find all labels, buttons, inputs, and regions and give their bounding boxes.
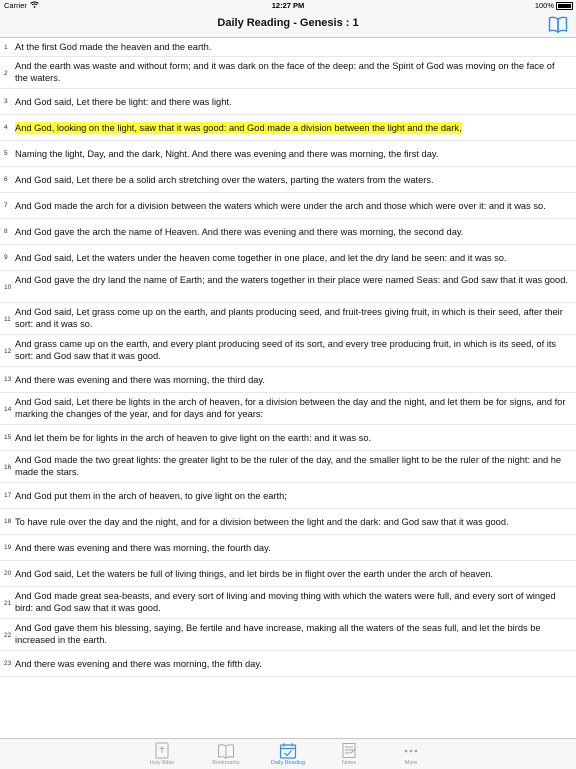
verse-row[interactable] (0, 367, 576, 393)
battery-icon (556, 2, 573, 10)
verse-text: And God said, Let there be light: and there was light. (15, 97, 232, 107)
navigation-bar (0, 12, 576, 38)
verse-number: 10 (4, 284, 12, 291)
tab-daily-reading[interactable] (258, 739, 318, 769)
verse-number: 13 (4, 376, 12, 383)
verse-text: And God said, Let the waters be full of living things, and let birds be in flight over the earth under the arch of heaven. (15, 569, 494, 579)
highlighted-verse-text: And God, looking on the light, saw that it was good: and God made a division between the light and the dark, (15, 123, 462, 133)
verse-row[interactable] (0, 393, 576, 425)
verse-list[interactable] (0, 38, 576, 677)
open-book-icon (217, 742, 235, 760)
verse-text: At the first God made the heaven and the earth. (15, 42, 212, 52)
more-dots-icon (402, 742, 420, 760)
verse-row[interactable] (0, 89, 576, 115)
verse-row[interactable] (0, 303, 576, 335)
verse-number: 7 (4, 202, 8, 209)
verse-row[interactable] (0, 451, 576, 483)
verse-row[interactable] (0, 57, 576, 89)
verse-text: And God said, Let there be a solid arch stretching over the waters, parting the waters from the waters. (15, 175, 434, 185)
verse-number: 6 (4, 176, 8, 183)
verse-number: 11 (4, 316, 11, 323)
book-icon[interactable] (548, 15, 568, 33)
verse-number: 12 (4, 348, 12, 355)
verse-text: And God said, Let the waters under the heaven come together in one place, and let the dry land be seen: and it was so. (15, 253, 507, 263)
verse-number: 17 (4, 492, 12, 499)
tab-notes[interactable] (319, 739, 379, 769)
verse-row[interactable] (0, 335, 576, 367)
verse-row[interactable] (0, 38, 576, 57)
verse-row[interactable] (0, 245, 576, 271)
verse-number: 2 (4, 70, 8, 77)
notes-icon (340, 742, 358, 760)
verse-row[interactable] (0, 167, 576, 193)
verse-row[interactable] (0, 271, 576, 303)
calendar-check-icon (279, 742, 297, 760)
verse-text: And God made the two great lights: the greater light to be the ruler of the day, and the smaller light to be the ruler of the night: and he made the stars. (15, 455, 562, 477)
tab-label: Holy Bible (149, 760, 175, 766)
verse-number: 4 (4, 124, 8, 131)
verse-text: Naming the light, Day, and the dark, Night. And there was evening and there was morning, the first day. (15, 149, 439, 159)
verse-text: And let them be for lights in the arch of heaven to give light on the earth: and it was so. (15, 433, 372, 443)
verse-text: And God gave the dry land the name of Earth; and the waters together in their place were named Seas: and God saw that it was good. (15, 275, 568, 285)
verse-text: And grass came up on the earth, and every plant producing seed of its sort, and every tree producing fruit, in which is its seed, of its sort: and God saw that it was good. (15, 339, 557, 361)
clock: 12:27 PM (271, 1, 305, 10)
status-bar (0, 0, 576, 12)
verse-number: 20 (4, 570, 12, 577)
verse-text: And the earth was waste and without form; and it was dark on the face of the deep: and the Spirit of God was moving on the face of the waters. (15, 61, 555, 83)
verse-text: And God put them in the arch of heaven, to give light on the earth; (15, 491, 287, 501)
verse-row[interactable] (0, 483, 576, 509)
verse-text: And God said, Let there be lights in the arch of heaven, for a division between the day and the night, and let them be for signs, and for marking the changes of the year, and for days and for years: (15, 397, 566, 419)
verse-number: 18 (4, 518, 12, 525)
verse-number: 14 (4, 406, 12, 413)
verse-text: And God made the arch for a division between the waters which were under the arch and those which were over it: and it was so. (15, 201, 546, 211)
verse-text: And there was evening and there was morning, the fourth day. (15, 543, 271, 553)
verse-row[interactable] (0, 219, 576, 245)
tab-label: More (404, 760, 418, 766)
tab-holy-bible[interactable] (132, 739, 192, 769)
verse-row[interactable] (0, 193, 576, 219)
verse-number: 16 (4, 464, 12, 471)
verse-text: And God gave them his blessing, saying, Be fertile and have increase, making all the waters of the seas full, and let the birds be increased in the earth. (15, 623, 541, 645)
verse-text: And there was evening and there was morning, the fifth day. (15, 659, 262, 669)
verse-text: To have rule over the day and the night, and for a division between the light and the dark: and God saw that it was good. (15, 517, 509, 527)
verse-row[interactable] (0, 115, 576, 141)
verse-row[interactable] (0, 509, 576, 535)
tab-bar (0, 738, 576, 769)
verse-text: And God made great sea-beasts, and every sort of living and moving thing with which the waters were full, and every sort of winged bird: and God saw that it was good. (15, 591, 556, 613)
verse-row[interactable] (0, 425, 576, 451)
verse-number: 3 (4, 98, 8, 105)
verse-number: 8 (4, 228, 8, 235)
verse-number: 15 (4, 434, 12, 441)
bible-icon (153, 742, 171, 760)
verse-row[interactable] (0, 587, 576, 619)
tab-label: Bookmarks (212, 760, 240, 766)
verse-text: And God said, Let grass come up on the earth, and plants producing seed, and fruit-trees giving fruit, in which is their seed, after their sort: and it was so. (15, 307, 563, 329)
verse-number: 9 (4, 254, 8, 261)
tab-label: Notes (341, 760, 357, 766)
verse-row[interactable] (0, 535, 576, 561)
page-title: Daily Reading - Genesis : 1 (217, 17, 359, 29)
verse-number: 19 (4, 544, 12, 551)
carrier-label: Carrier (4, 1, 27, 10)
verse-number: 22 (4, 632, 12, 639)
tab-bookmarks[interactable] (196, 739, 256, 769)
battery-percent: 100% (534, 1, 554, 10)
verse-number: 23 (4, 660, 12, 667)
verse-row[interactable] (0, 561, 576, 587)
verse-row[interactable] (0, 619, 576, 651)
tab-more[interactable] (381, 739, 441, 769)
verse-text: And God gave the arch the name of Heaven. And there was evening and there was morning, the second day. (15, 227, 464, 237)
verse-number: 21 (4, 600, 12, 607)
verse-row[interactable] (0, 141, 576, 167)
verse-number: 5 (4, 150, 8, 157)
verse-number: 1 (4, 44, 8, 51)
verse-text: And there was evening and there was morning, the third day. (15, 375, 265, 385)
tab-label: Daily Reading (270, 760, 306, 766)
verse-row[interactable] (0, 651, 576, 677)
